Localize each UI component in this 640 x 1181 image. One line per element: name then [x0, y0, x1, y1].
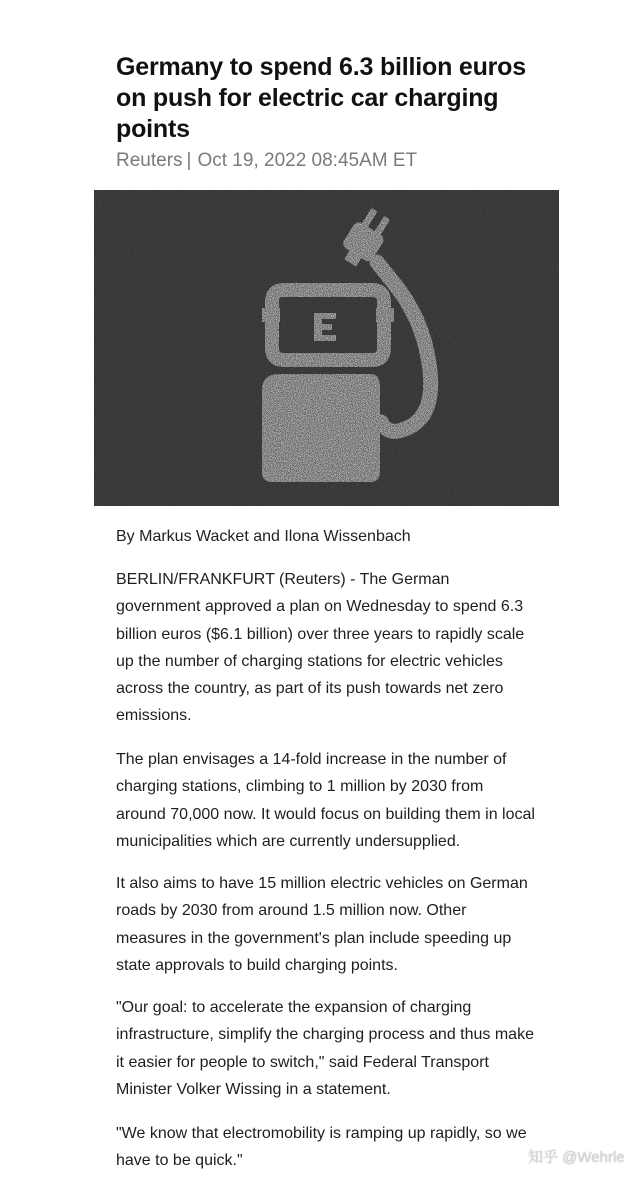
- article-byline: By Markus Wacket and Ilona Wissenbach: [116, 528, 411, 545]
- article-paragraph: The plan envisages a 14-fold increase in the number of charging stations, climbing to 1 million by 2030 from around 70,000 now. It would focus on building them in local municipalities which are currently undersupplied.: [116, 751, 535, 850]
- article-paragraph: "Our goal: to accelerate the expansion of charging infrastructure, simplify the charging process and thus make it easier for people to switch," said Federal Transport Minister Volker Wissing in a statement.: [116, 999, 534, 1098]
- article-paragraph: BERLIN/FRANKFURT (Reuters) - The German government approved a plan on Wednesday to spend 6.3 billion euros ($6.1 billion) over three years to rapidly scale up the number of charging stations for electric vehicles across the country, as part of its push towards net zero emissions.: [116, 571, 525, 725]
- ev-charging-station-icon: [94, 190, 559, 506]
- article-timestamp: Oct 19, 2022 08:45AM ET: [197, 150, 418, 171]
- article-headline: Germany to spend 6.3 billion euros on push for electric car charging points: [116, 53, 526, 143]
- article-paragraph: It also aims to have 15 million electric vehicles on German roads by 2030 from around 1.5 million now. Other measures in the government's plan include speeding up state approvals to build charging points.: [116, 875, 528, 974]
- article-paragraph: "We know that electromobility is ramping up rapidly, so we have to be quick.": [116, 1125, 527, 1170]
- meta-separator: |: [186, 150, 192, 171]
- article-source[interactable]: Reuters: [116, 150, 183, 171]
- zhihu-watermark: 知乎 @Wehrle: [528, 1149, 625, 1166]
- article-meta: [116, 149, 417, 173]
- hero-image: [94, 190, 559, 506]
